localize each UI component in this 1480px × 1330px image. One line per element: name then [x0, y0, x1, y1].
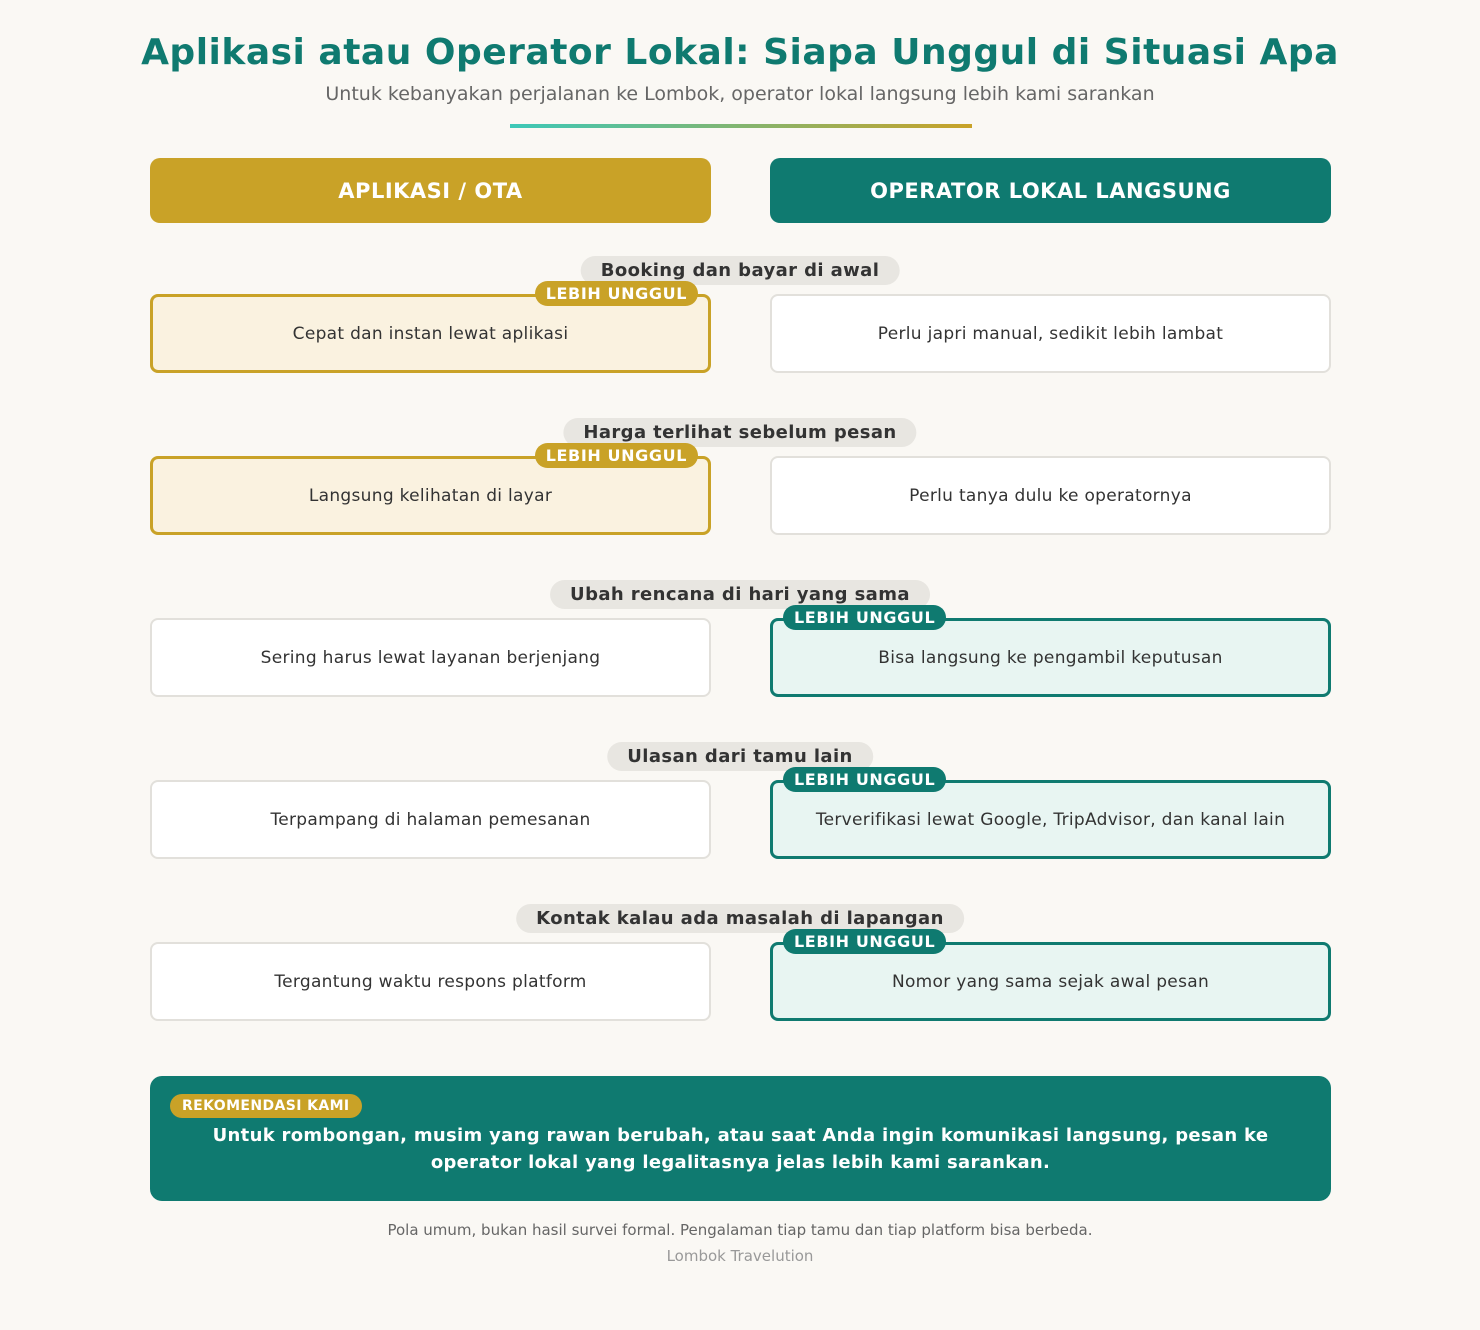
- cell-app: [150, 618, 711, 697]
- cell-app: [150, 942, 711, 1021]
- comparison-row: [0, 418, 1480, 538]
- title-divider: [510, 124, 972, 128]
- comparison-row: [0, 580, 1480, 700]
- recommendation-text: Untuk rombongan, musim yang rawan berubah, atau saat Anda ingin komunikasi langsung, pesan ke operator lokal yang legalitasnya jelas lebih kami sarankan.: [212, 1125, 1269, 1173]
- cell-local-operator: [770, 294, 1331, 373]
- column-header-local-operator: OPERATOR LOKAL LANGSUNG: [770, 158, 1331, 223]
- brand-name: Lombok Travelution: [666, 1247, 814, 1265]
- comparison-row: [0, 256, 1480, 376]
- cell-text: Terverifikasi lewat Google, TripAdvisor, dan kanal lain: [815, 809, 1286, 830]
- row-label: Kontak kalau ada masalah di lapangan: [516, 904, 964, 933]
- cell-local-operator: [770, 932, 1331, 1021]
- winner-badge: LEBIH UNGGUL: [783, 929, 946, 954]
- row-label: Harga terlihat sebelum pesan: [563, 418, 916, 447]
- cell-app: [150, 446, 711, 535]
- winner-badge: LEBIH UNGGUL: [783, 767, 946, 792]
- cell-text: Terpampang di halaman pemesanan: [270, 809, 591, 830]
- winner-badge: LEBIH UNGGUL: [535, 443, 698, 468]
- cell-local-operator: [770, 608, 1331, 697]
- recommendation-box: [150, 1076, 1331, 1201]
- comparison-row: [0, 904, 1480, 1024]
- cell-app: [150, 780, 711, 859]
- comparison-row: [0, 742, 1480, 862]
- column-header-app: APLIKASI / OTA: [150, 158, 711, 223]
- row-label: Ubah rencana di hari yang sama: [550, 580, 930, 609]
- cell-text: Sering harus lewat layanan berjenjang: [260, 647, 601, 668]
- row-label: Booking dan bayar di awal: [581, 256, 900, 285]
- cell-text: Tergantung waktu respons platform: [274, 971, 587, 992]
- cell-app: [150, 284, 711, 373]
- recommendation-badge: REKOMENDASI KAMI: [170, 1094, 362, 1118]
- cell-local-operator: [770, 456, 1331, 535]
- cell-text: Nomor yang sama sejak awal pesan: [891, 971, 1210, 992]
- row-label: Ulasan dari tamu lain: [607, 742, 873, 771]
- footnote: Pola umum, bukan hasil survei formal. Pengalaman tiap tamu dan tiap platform bisa berbeda.: [387, 1221, 1093, 1239]
- page-title: Aplikasi atau Operator Lokal: Siapa Unggul di Situasi Apa: [141, 32, 1339, 73]
- page-subtitle: Untuk kebanyakan perjalanan ke Lombok, operator lokal langsung lebih kami sarankan: [325, 83, 1155, 105]
- winner-badge: LEBIH UNGGUL: [783, 605, 946, 630]
- winner-badge: LEBIH UNGGUL: [535, 281, 698, 306]
- cell-text: Perlu japri manual, sedikit lebih lambat: [877, 323, 1224, 344]
- cell-text: Perlu tanya dulu ke operatornya: [909, 485, 1192, 506]
- cell-text: Bisa langsung ke pengambil keputusan: [878, 647, 1223, 668]
- cell-local-operator: [770, 770, 1331, 859]
- cell-text: Cepat dan instan lewat aplikasi: [292, 323, 569, 344]
- cell-text: Langsung kelihatan di layar: [308, 485, 553, 506]
